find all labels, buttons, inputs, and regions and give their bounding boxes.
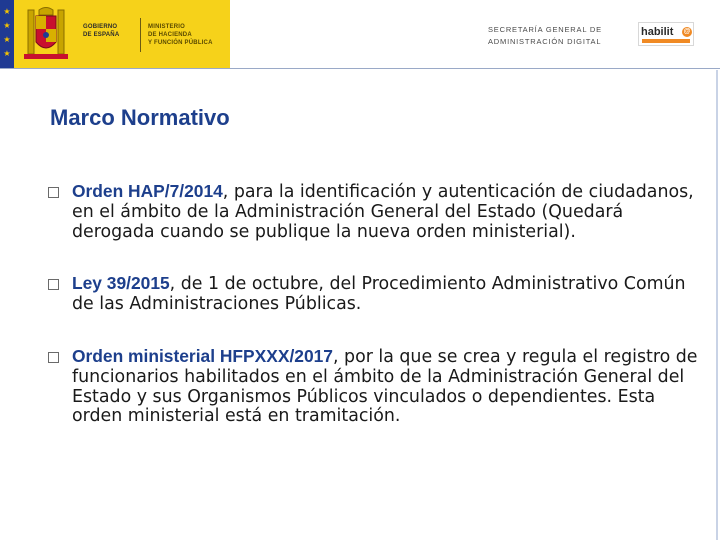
secretariat-name: [488, 24, 618, 48]
page-title: Marco Normativo: [50, 105, 230, 130]
government-line: DE ESPAÑA: [83, 32, 120, 38]
ministry-name: [148, 23, 228, 47]
header-divider: [140, 18, 141, 52]
checkbox-bullet-icon: [48, 279, 59, 290]
ministry-line: Y FUNCIÓN PÚBLICA: [148, 40, 213, 46]
regulation-reference: Orden HAP/7/2014: [72, 181, 223, 201]
side-rule: [716, 70, 718, 540]
secretariat-line: ADMINISTRACIÓN DIGITAL: [488, 37, 602, 46]
regulation-description: , para la identificación y autenticación de ciudadanos, en el ámbito de la Administración General del Estado (Quedará derogada cuando se publique la nueva orden ministerial).: [72, 182, 694, 242]
ministry-line: DE HACIENDA: [148, 32, 192, 38]
header-divider-line: [0, 68, 720, 69]
star-icon: ★: [3, 21, 11, 30]
regulation-reference: Orden ministerial HFPXXX/2017: [72, 345, 333, 366]
regulation-description: , por la que se crea y regula el registro de funcionarios habilitados en el ámbito de la Administración General del Estado y sus Organismos Públicos vinculados o dependientes. Esta orden ministerial está en tramitación.: [72, 346, 698, 427]
logo-underline: [642, 39, 690, 43]
government-name: [83, 23, 133, 39]
at-sign-icon: @: [683, 28, 691, 35]
habilitat-logo: [638, 22, 694, 46]
secretariat-line: SECRETARÍA GENERAL DE: [488, 25, 602, 34]
logo-wordmark: habilit: [641, 26, 674, 38]
star-icon: ★: [3, 7, 11, 16]
list-item: [48, 182, 708, 242]
page-header: [0, 0, 720, 70]
list-item: [48, 274, 708, 315]
bullet-list: [48, 182, 708, 427]
star-icon: ★: [3, 35, 11, 44]
star-icon: ★: [3, 49, 11, 58]
ministry-line: MINISTERIO: [148, 24, 186, 30]
coat-of-arms-icon: [22, 6, 70, 62]
list-item: [48, 347, 708, 427]
regulation-description: , de 1 de octubre, del Procedimiento Administrativo Común de las Administraciones Públicas.: [72, 274, 686, 315]
regulation-reference: Ley 39/2015: [72, 273, 170, 294]
eu-flag-strip: [0, 0, 14, 68]
checkbox-bullet-icon: [48, 352, 59, 363]
checkbox-bullet-icon: [48, 187, 59, 198]
government-line: GOBIERNO: [83, 24, 118, 30]
